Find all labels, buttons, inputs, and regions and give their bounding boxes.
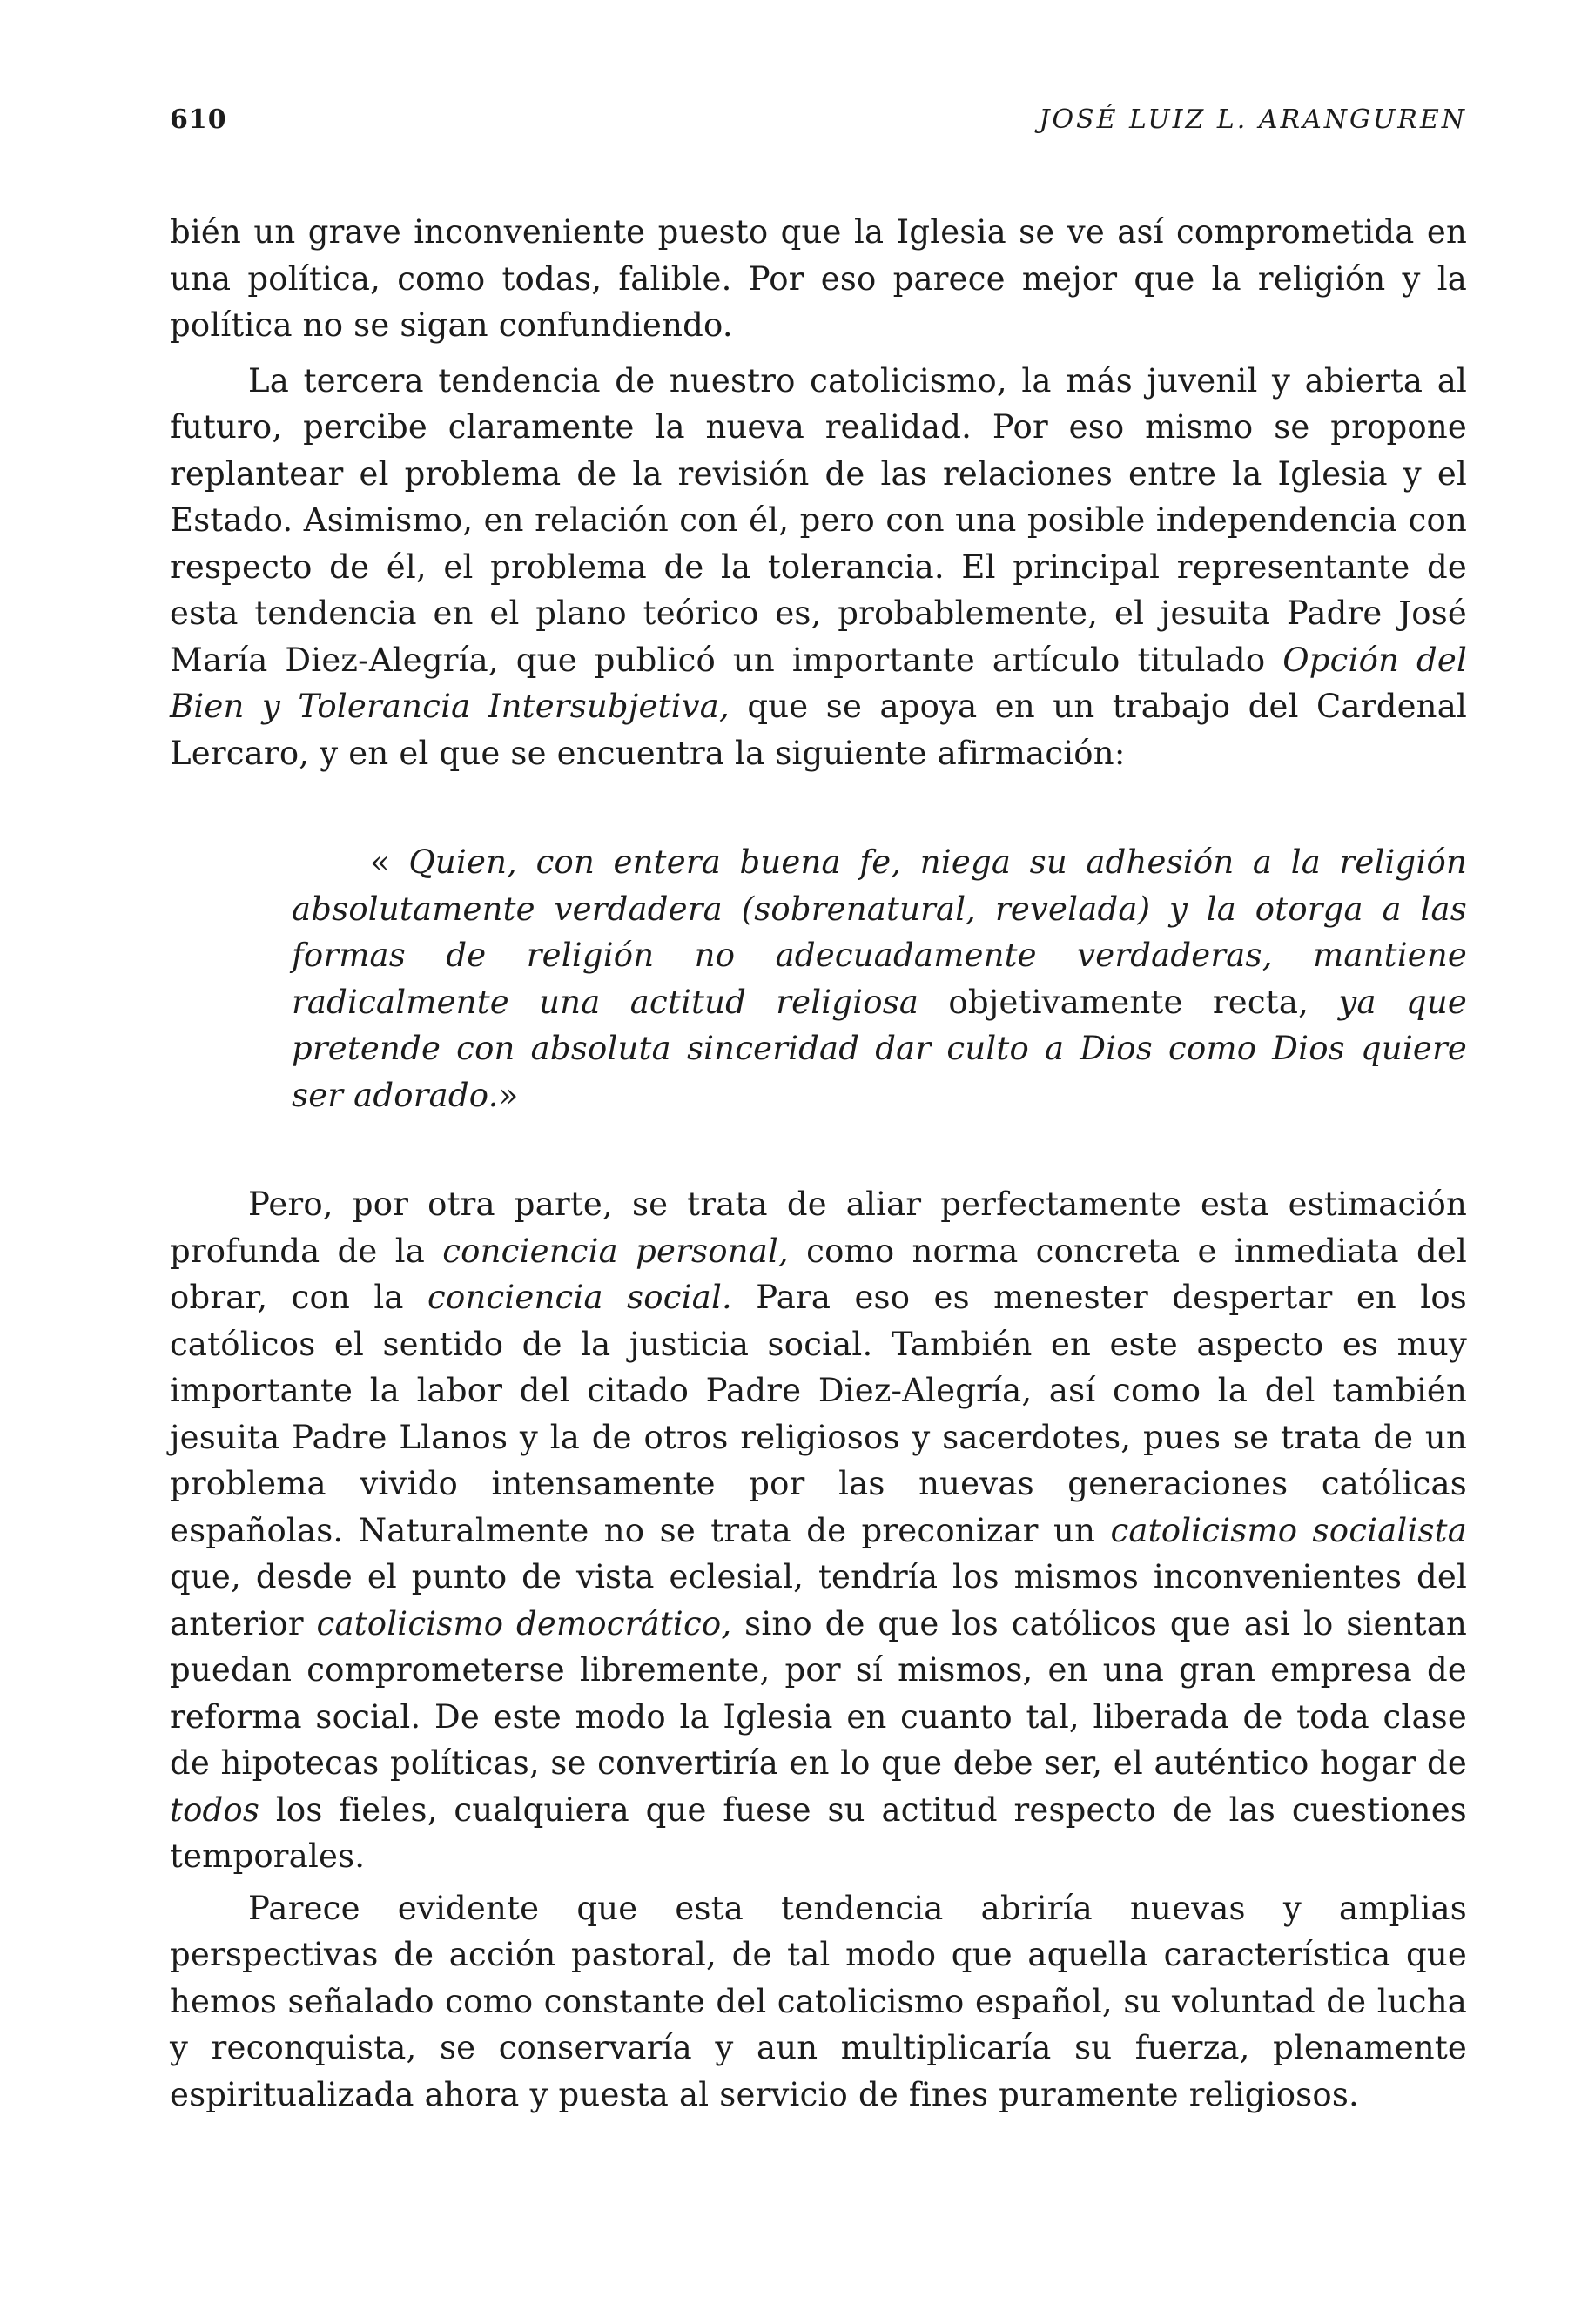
p3-text-5: sino de que los católicos que asi lo sientan puedan comprometerse libremente, por sí mismos, en una gran empresa de reforma social. De este modo la Iglesia en cuanto tal, liberada de toda clase de hipotecas políticas, se convertiría en lo que debe ser, el auténtico hogar de bbox=[170, 1604, 1468, 1782]
p3-italic-5: todos bbox=[170, 1790, 260, 1829]
paragraph-2-text-b: que se apoya en un trabajo del Cardenal Lercaro, y en el que se encuentra la siguiente afirmación: bbox=[170, 688, 1467, 772]
p3-text-2: como norma concreta e inmediata del obrar, con la bbox=[170, 1232, 1467, 1316]
p3-italic-3: catolicismo socialista bbox=[1110, 1511, 1468, 1549]
quote-close-mark: » bbox=[498, 1076, 519, 1114]
running-head: JOSÉ LUIZ L. ARANGUREN bbox=[1039, 104, 1467, 135]
page-number: 610 bbox=[170, 104, 227, 135]
p3-italic-1: conciencia personal, bbox=[442, 1232, 789, 1270]
paragraph-2 bbox=[170, 358, 1467, 777]
p3-text-1: Pero, por otra parte, se trata de aliar perfectamente esta estimación profunda de la bbox=[170, 1186, 1467, 1270]
body-text bbox=[170, 209, 1467, 2118]
quote-text-a: Quien, con entera buena fe, niega su adhesión a la religión absolutamente verdadera (sobrenatural, revelada) y la otorga a las formas de religión no adecuadamente verdaderas, mantiene radicalmente una actitud religiosa bbox=[292, 843, 1467, 1021]
paragraph-1: bién un grave inconveniente puesto que la Iglesia se ve así comprometida en una política, como todas, falible. Por eso parece mejor que la religión y la política no se sigan confundiendo. bbox=[170, 213, 1467, 344]
paragraph-3 bbox=[170, 1181, 1467, 1880]
quote-text-upright: objetivamente recta, bbox=[918, 983, 1339, 1021]
block-quote bbox=[292, 839, 1467, 1118]
p3-text-3: Para eso es menester despertar en los católicos el sentido de la justicia social. También en este aspecto es muy importante la labor del citado Padre Diez-Alegría, así como la del también jesuita Padre Llanos y la de otros religiosos y sacerdotes, pues se trata de un problema vivido intensamente por las nuevas generaciones católicas españolas. Naturalmente no se trata de preconizar un bbox=[170, 1279, 1467, 1549]
paragraph-2-text-a: La tercera tendencia de nuestro catolicismo, la más juvenil y abierta al futuro, percibe claramente la nueva realidad. Por eso mismo se propone replantear el problema de la revisión de las relaciones entre la Iglesia y el Estado. Asimismo, en relación con él, pero con una posible independencia con respecto de él, el problema de la tolerancia. El principal representante de esta tendencia en el plano teórico es, probablemente, el jesuita Padre José María Diez-Alegría, que publicó un importante artículo titulado bbox=[170, 361, 1467, 679]
quote-text-b: ya que pretende con absoluta sinceridad dar culto a Dios como Dios quiere ser adorado. bbox=[292, 983, 1467, 1114]
p3-italic-4: catolicismo democrático, bbox=[316, 1604, 732, 1642]
p3-text-6: los fieles, cualquiera que fuese su actitud respecto de las cuestiones temporales. bbox=[170, 1790, 1467, 1875]
article-title: Opción del Bien y Tolerancia Intersubjetiva, bbox=[170, 641, 1468, 725]
p3-italic-2: conciencia social. bbox=[427, 1279, 732, 1316]
paragraph-4: Parece evidente que esta tendencia abriría nuevas y amplias perspectivas de acción pastoral, de tal modo que aquella característica que hemos señalado como constante del catolicismo español, su voluntad de lucha y reconquista, se conservaría y aun multiplicaría su fuerza, plenamente espiritualizada ahora y puesta al servicio de fines puramente religiosos. bbox=[170, 1889, 1467, 2113]
quote-open-mark: « bbox=[370, 843, 409, 881]
page-header bbox=[170, 104, 1467, 157]
p3-text-4: que, desde el punto de vista eclesial, tendría los mismos inconvenientes del anterior bbox=[170, 1558, 1467, 1642]
book-page bbox=[170, 104, 1467, 2118]
quote-text bbox=[292, 839, 1467, 1118]
